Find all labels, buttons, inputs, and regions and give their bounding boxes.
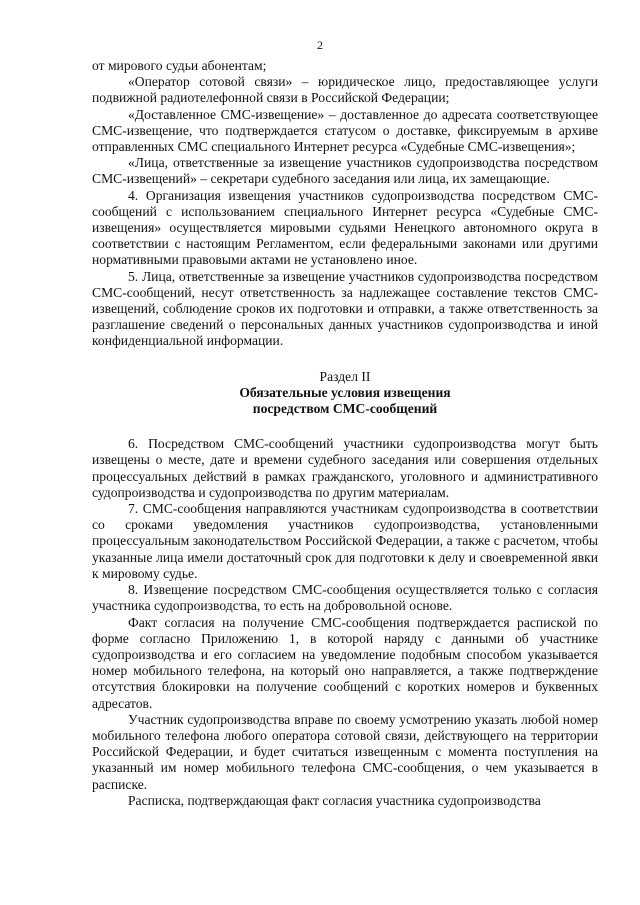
paragraph: «Лица, ответственные за извещение участников судопроизводства посредством СМС-извещений» – секретари судебного заседания или лица, их замещающие. [92,155,598,187]
paragraph: Факт согласия на получение СМС-сообщения подтверждается распиской по форме согласно Приложению 1, в которой наряду с данными об участнике судопроизводства и его согласием на уведомление подобным способом указывается номер мобильного телефона, на который оно направляется, а также подтверждение отсутствия блокировки на получение сообщений с коротких номеров и буквенных адресатов. [92,614,598,711]
section-heading [92,369,598,418]
document-body [92,58,598,809]
paragraph: 4. Организация извещения участников судопроизводства посредством СМС-сообщений с использованием специального Интернет ресурса «Судебные СМС-извещения» осуществляется мировыми судьями Ненецкого автономного округа в соответствии с настоящим Регламентом, если федеральными законами или другими нормативными правовыми актами не установлено иное. [92,187,598,268]
section-number: Раздел II [319,368,371,384]
paragraph: 5. Лица, ответственные за извещение участников судопроизводства посредством СМС-сообщений, несут ответственность за надлежащее составление текстов СМС-извещений, соблюдение сроков их подготовки и отправки, а также ответственность за разглашение сведений о персональных данных участников судопроизводства и иной конфиденциальной информации. [92,268,598,349]
paragraph: 8. Извещение посредством СМС-сообщения осуществляется только с согласия участника судопроизводства, то есть на добровольной основе. [92,582,598,614]
section-title-line: Обязательные условия извещения [239,384,451,400]
paragraph: Расписка, подтверждающая факт согласия участника судопроизводства [128,792,541,808]
paragraph: «Оператор сотовой связи» – юридическое лицо, предоставляющее услуги подвижной радиотелефонной связи в Российской Федерации; [92,74,598,106]
paragraph: от мирового судьи абонентам; [92,58,267,73]
paragraph: «Доставленное СМС-извещение» – доставленное до адресата соответствующее СМС-извещение, что подтверждается статусом о доставке, фиксируемым в архиве отправленных СМС специального Интернет ресурса «Судебные СМС-извещения»; [92,106,598,155]
section-title-line: посредством СМС-сообщений [252,401,438,417]
paragraph: Участник судопроизводства вправе по своему усмотрению указать любой номер мобильного телефона любого оператора сотовой связи, действующего на территории Российской Федерации, и будет считаться извещенным с момента поступления на указанный им номер мобильного телефона СМС-сообщения, о чем указывается в расписке. [92,711,598,792]
paragraph: 6. Посредством СМС-сообщений участники судопроизводства могут быть извещены о месте, дате и времени судебного заседания или совершения отдельных процессуальных действий в рамках гражданского, уголовного и административного судопроизводства и судопроизводства по другим материалам. [92,436,598,500]
paragraph: 7. СМС-сообщения направляются участникам судопроизводства в соответствии со сроками уведомления участников судопроизводства, установленными процессуальным законодательством Российской Федерации, а также с расчетом, чтобы указанные лица имели достаточный срок для подготовки к делу и своевременной явки к мировому судье. [92,501,598,581]
page-number: 2 [317,38,323,52]
